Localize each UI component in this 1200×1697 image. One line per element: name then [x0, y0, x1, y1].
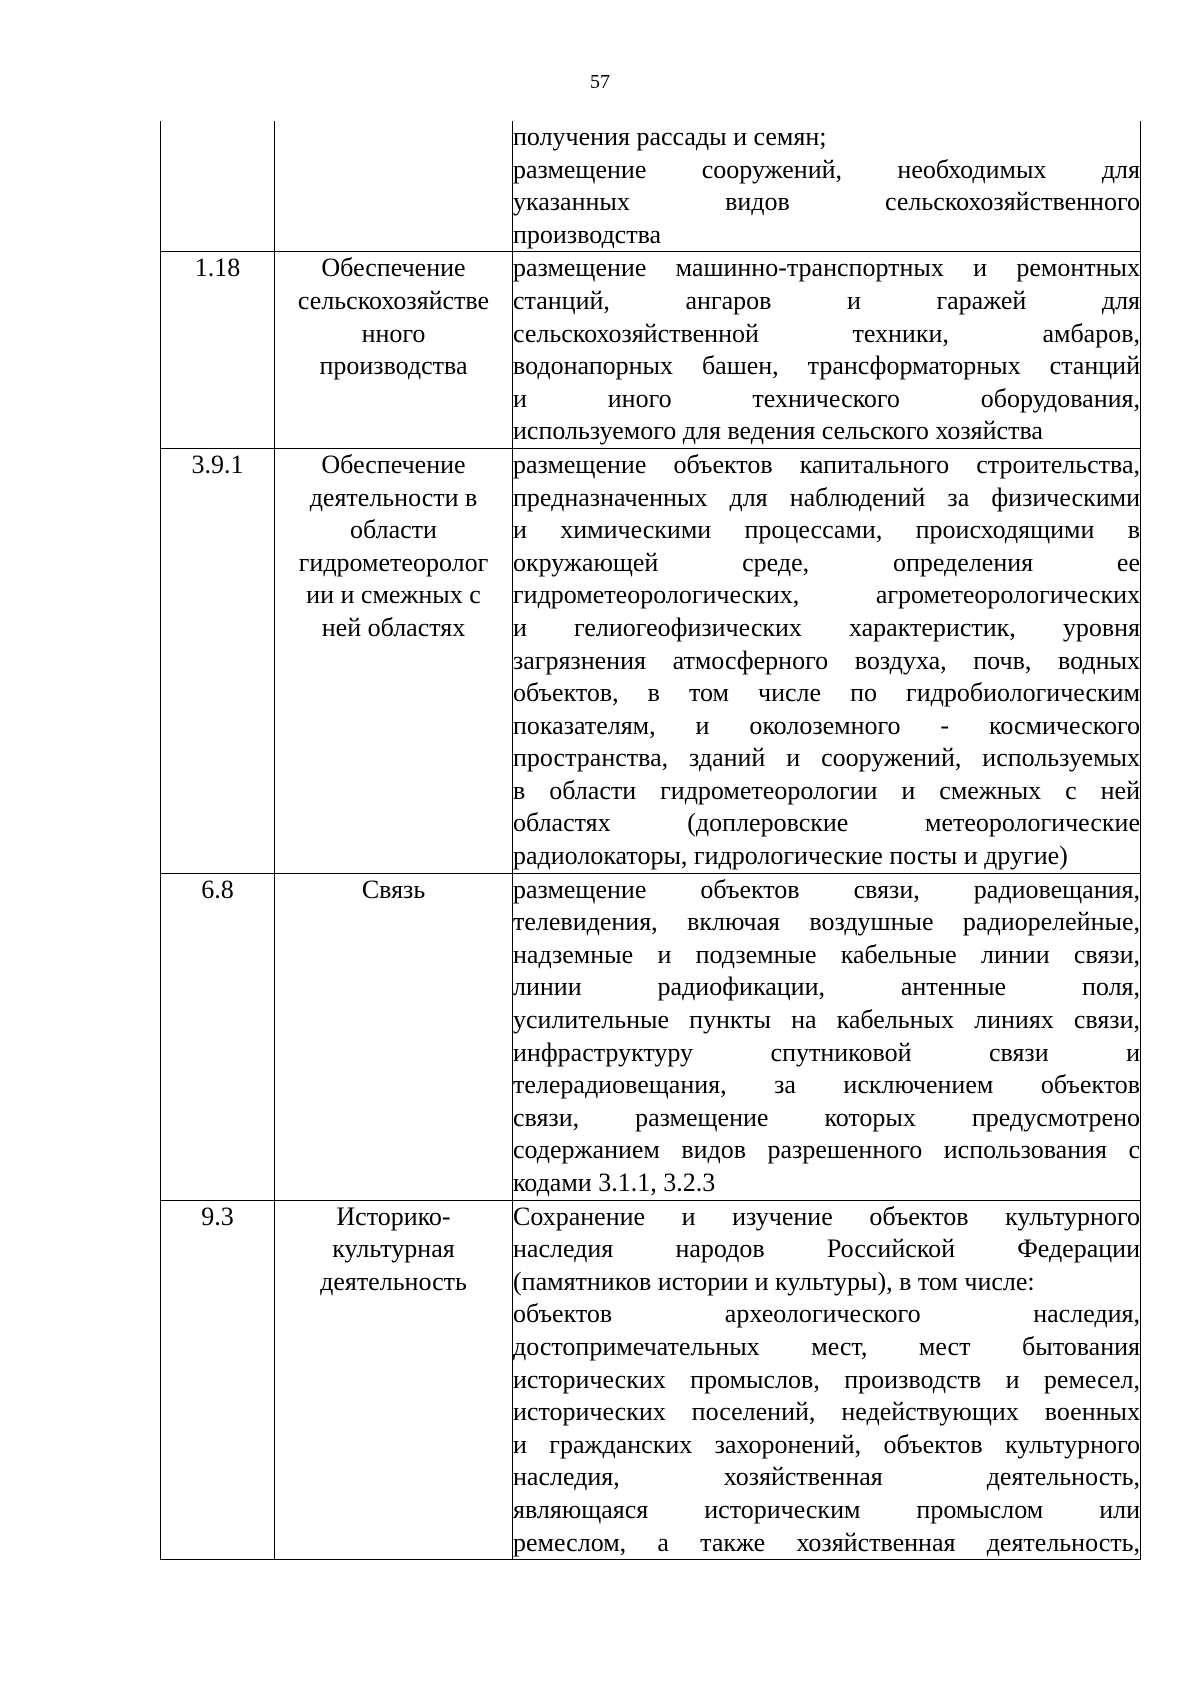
row-description-line: станций, ангаров и гаражей для	[513, 285, 1140, 315]
row-description-line: в области гидрометеорологии и смежных с ней	[513, 775, 1140, 805]
row-name-line: сельскохозяйстве	[297, 285, 490, 315]
row-description-cell	[513, 121, 1141, 252]
table-body	[161, 121, 1141, 1560]
row-description-line: областях (доплеровские метеорологические	[513, 808, 1140, 838]
row-description-line: содержанием видов разрешенного использования с	[513, 1135, 1140, 1165]
row-description-line: наследия народов Российской Федерации	[513, 1234, 1140, 1264]
row-description-line: ремеслом, а также хозяйственная деятельность,	[513, 1527, 1140, 1557]
row-code-cell: 3.9.1	[161, 448, 275, 873]
row-description-line: загрязнения атмосферного воздуха, почв, водных	[513, 645, 1140, 675]
table-row	[161, 121, 1141, 252]
row-name-line: области	[350, 515, 437, 545]
table-row	[161, 873, 1141, 1200]
row-description-cell	[513, 1200, 1141, 1560]
row-code-cell: 9.3	[161, 1200, 275, 1560]
row-name-line: ней областях	[321, 612, 466, 642]
row-description-line: кодами 3.1.1, 3.2.3	[513, 1168, 716, 1197]
row-description-line: размещение объектов капитального строительства,	[513, 449, 1140, 479]
row-description-line: телевидения, включая воздушные радиорелейные,	[513, 907, 1140, 937]
land-use-table	[160, 121, 1141, 1560]
row-name-line: Обеспечение	[321, 449, 466, 479]
row-description-line: размещение сооружений, необходимых для	[513, 154, 1140, 184]
row-code-cell	[161, 121, 275, 252]
row-name-cell	[275, 448, 513, 873]
row-description-line: получения рассады и семян;	[513, 122, 827, 151]
row-name-line: нного	[361, 318, 426, 348]
row-description-line: усилительные пункты на кабельных линиях связи,	[513, 1005, 1140, 1035]
row-description-line: размещение машинно-транспортных и ремонтных	[513, 253, 1140, 283]
row-name-line: Обеспечение	[321, 253, 466, 283]
row-description-line: связи, размещение которых предусмотрено	[513, 1102, 1140, 1132]
row-description-line: сельскохозяйственной техники, амбаров,	[513, 318, 1140, 348]
row-description-line: Сохранение и изучение объектов культурного	[513, 1201, 1140, 1231]
row-description-line: и химическими процессами, происходящими в	[513, 515, 1140, 545]
table-row	[161, 448, 1141, 873]
row-code-cell: 6.8	[161, 873, 275, 1200]
row-description-line: предназначенных для наблюдений за физическими	[513, 482, 1140, 512]
row-description-line: достопримечательных мест, мест бытования	[513, 1331, 1140, 1361]
row-description-line: исторических поселений, недействующих военных	[513, 1397, 1140, 1427]
row-name-line: ии и смежных с	[306, 580, 481, 610]
row-description-cell	[513, 448, 1141, 873]
row-name-cell	[275, 121, 513, 252]
row-name-cell	[275, 1200, 513, 1560]
row-description-line: линии радиофикации, антенные поля,	[513, 972, 1140, 1002]
row-description-line: надземные и подземные кабельные линии связи,	[513, 939, 1140, 969]
row-description-line: (памятников истории и культуры), в том числе:	[513, 1266, 1035, 1296]
row-description-line: показателям, и околоземного - космического	[513, 710, 1140, 740]
row-description-cell	[513, 873, 1141, 1200]
row-description-line: наследия, хозяйственная деятельность,	[513, 1462, 1140, 1492]
row-description-line: инфраструктуру спутниковой связи и	[513, 1037, 1140, 1067]
row-name-line: гидрометеоролог	[298, 547, 489, 577]
row-description-line: окружающей среде, определения ее	[513, 547, 1140, 577]
row-description-line: указанных видов сельскохозяйственного	[513, 187, 1140, 217]
row-description-line: производства	[513, 219, 662, 249]
row-description-line: используемого для ведения сельского хозяйства	[513, 416, 1043, 446]
row-name-line: культурная	[332, 1234, 455, 1264]
row-description-line: гидрометеорологических, агрометеорологических	[513, 580, 1140, 610]
row-description-line: и иного технического оборудования,	[513, 383, 1140, 413]
row-description-line: радиолокаторы, гидрологические посты и другие)	[513, 841, 1068, 871]
row-description-line: и гелиогеофизических характеристик, уровня	[513, 612, 1140, 642]
row-description-line: телерадиовещания, за исключением объектов	[513, 1070, 1140, 1100]
row-description-line: являющаяся историческим промыслом или	[513, 1494, 1140, 1524]
row-name-line: производства	[319, 351, 468, 381]
row-description-line: размещение объектов связи, радиовещания,	[513, 874, 1140, 904]
row-name-line: Связь	[361, 874, 426, 904]
row-description-line: и гражданских захоронений, объектов культурного	[513, 1429, 1140, 1459]
row-name-line: Историко-	[336, 1201, 451, 1231]
table-row	[161, 252, 1141, 449]
row-name-line: деятельности в	[309, 482, 478, 512]
page-number: 57	[590, 71, 610, 93]
row-name-line: деятельность	[320, 1266, 467, 1296]
row-description-line: водонапорных башен, трансформаторных станций	[513, 351, 1140, 381]
table-row	[161, 1200, 1141, 1560]
row-description-cell	[513, 252, 1141, 449]
row-description-line: исторических промыслов, производств и ремесел,	[513, 1364, 1140, 1394]
row-name-cell	[275, 252, 513, 449]
row-description-line: пространства, зданий и сооружений, используемых	[513, 743, 1140, 773]
row-code-cell: 1.18	[161, 252, 275, 449]
row-description-line: объектов археологического наследия,	[513, 1299, 1140, 1329]
row-name-cell	[275, 873, 513, 1200]
row-description-line: объектов, в том числе по гидробиологическим	[513, 678, 1140, 708]
